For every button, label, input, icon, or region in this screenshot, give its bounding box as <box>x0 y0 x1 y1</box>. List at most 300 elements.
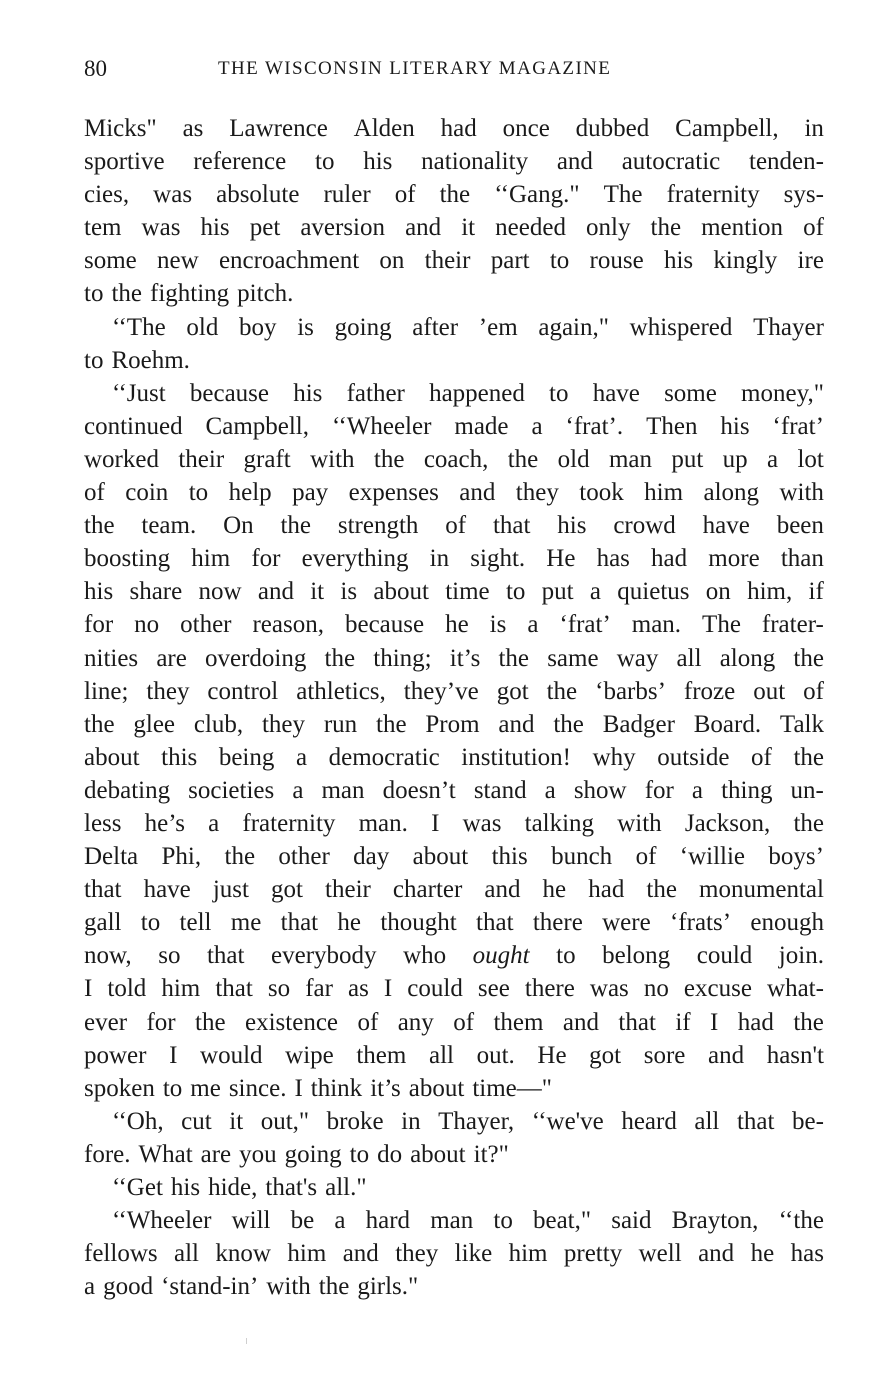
word: of <box>445 512 467 540</box>
word: got <box>589 1041 622 1069</box>
text-line <box>84 542 824 575</box>
word: going <box>334 313 392 341</box>
word: ever <box>84 1008 128 1036</box>
word: the <box>793 1008 824 1036</box>
word: they’ve <box>403 677 479 705</box>
word: a <box>589 578 602 606</box>
word: sight. <box>470 545 526 573</box>
word: about <box>412 843 469 871</box>
word: Board. <box>693 710 762 738</box>
word: for <box>251 545 281 573</box>
word: had <box>440 115 477 142</box>
word: the <box>224 843 256 871</box>
word: overdoing <box>205 644 307 672</box>
word: heard <box>621 1107 677 1135</box>
text-line <box>84 1204 824 1237</box>
text-line <box>84 311 824 344</box>
word: I <box>383 975 393 1003</box>
word: be- <box>791 1107 824 1135</box>
word: the <box>373 445 405 473</box>
word: hard <box>365 1207 411 1235</box>
word: charter <box>392 876 463 904</box>
text-line <box>84 840 824 873</box>
word: all <box>694 1107 720 1135</box>
word: pitch. <box>237 280 294 308</box>
word: thing <box>721 776 773 804</box>
word: monumental <box>699 876 824 904</box>
word: help <box>228 479 272 507</box>
word: they <box>261 710 306 738</box>
word: pay <box>292 479 329 507</box>
text-line <box>84 675 824 708</box>
word: with <box>266 1273 311 1301</box>
word: the <box>195 1008 226 1036</box>
word: man <box>321 776 365 804</box>
word: do <box>377 1140 403 1168</box>
word: could <box>407 975 463 1003</box>
word: fraternity <box>666 181 760 209</box>
word: the <box>553 710 584 738</box>
word: after <box>412 313 459 341</box>
word: Lawrence <box>229 115 328 142</box>
text-line <box>84 211 824 244</box>
word: on <box>705 578 731 606</box>
word: along <box>703 479 760 507</box>
word: no <box>134 611 160 639</box>
word: coin <box>125 479 169 507</box>
word: the <box>507 445 539 473</box>
word: boy <box>239 313 277 341</box>
word: and <box>556 148 593 176</box>
word: frater- <box>761 611 824 639</box>
word: coach, <box>423 445 489 473</box>
word: the <box>646 876 677 904</box>
word: crowd <box>613 512 676 540</box>
word: it’s <box>449 644 481 672</box>
word: been <box>776 512 824 540</box>
word: told <box>107 975 147 1003</box>
word: to <box>162 1074 183 1102</box>
text-line <box>84 1171 824 1204</box>
word: has <box>790 1240 824 1268</box>
word: why <box>592 743 636 771</box>
word: share <box>129 578 183 606</box>
word: as <box>182 115 204 142</box>
word: ‘‘Wheeler <box>112 1207 212 1235</box>
word: everybody <box>271 942 377 970</box>
word: thought <box>380 909 457 937</box>
word: pet <box>249 214 281 242</box>
word: outside <box>657 743 730 771</box>
word: the <box>84 710 115 738</box>
word: ire <box>797 247 824 275</box>
word: ‘frat’ <box>772 412 824 440</box>
word: have <box>702 512 750 540</box>
word: far <box>305 975 333 1003</box>
word: absolute <box>216 181 300 209</box>
word: is <box>340 578 358 606</box>
word: societies <box>188 776 275 804</box>
word: to <box>493 1207 513 1235</box>
word: power <box>84 1041 147 1069</box>
word: dubbed <box>575 115 650 142</box>
word: a <box>334 1207 346 1235</box>
word: had <box>651 545 688 573</box>
word: ‘willie <box>679 843 746 871</box>
word: of <box>635 843 657 871</box>
word: is <box>489 611 507 639</box>
word: it <box>229 1107 244 1135</box>
word: him <box>191 545 231 573</box>
word: Campbell, <box>675 115 779 142</box>
text-line <box>84 1072 824 1105</box>
word: fellows <box>84 1240 158 1268</box>
word: their <box>325 876 371 904</box>
word: he <box>750 1240 775 1268</box>
word: same <box>547 644 599 672</box>
word: he <box>337 909 362 937</box>
word: ruler <box>323 181 371 209</box>
word: put <box>671 445 704 473</box>
word: to <box>549 247 570 275</box>
word: father <box>346 379 405 407</box>
word: his <box>557 512 587 540</box>
text-line <box>84 277 824 310</box>
word: a <box>208 809 220 837</box>
word: tenden- <box>749 148 824 176</box>
word: Alden <box>353 115 415 142</box>
word: has <box>596 545 630 573</box>
word: this <box>161 743 198 771</box>
word: ‘‘Gang." <box>494 181 580 209</box>
word: only <box>586 214 631 242</box>
text-line <box>84 972 824 1005</box>
word: made <box>454 412 509 440</box>
word: The <box>702 611 741 639</box>
word: to <box>505 578 526 606</box>
word: you <box>239 1140 277 1168</box>
word: and <box>405 214 442 242</box>
word: sys- <box>783 181 824 209</box>
word: of <box>394 181 416 209</box>
text-line <box>84 642 824 675</box>
word: to <box>349 1140 370 1168</box>
emphasized-word: ought <box>472 942 530 970</box>
word: me <box>190 1074 221 1102</box>
word: What <box>138 1140 193 1168</box>
word: to <box>84 280 104 308</box>
word: now, <box>84 942 132 970</box>
word: of <box>453 1008 475 1036</box>
word: all <box>174 1240 200 1268</box>
word: so <box>267 975 291 1003</box>
word: ‘‘Get <box>112 1174 163 1201</box>
text-line <box>84 344 824 377</box>
word: it’s <box>370 1074 401 1102</box>
word: so <box>158 942 181 970</box>
word: I <box>294 1074 303 1102</box>
word: existence <box>245 1008 339 1036</box>
word: for <box>644 776 674 804</box>
word: quietus <box>617 578 690 606</box>
word: now <box>198 578 242 606</box>
word: strength <box>337 512 419 540</box>
word: democratic <box>328 743 440 771</box>
word: ‘frat’ <box>559 611 611 639</box>
word: that <box>84 876 122 904</box>
word: girls." <box>357 1273 419 1301</box>
word: the <box>650 214 682 242</box>
word: and <box>707 1041 745 1069</box>
word: are <box>156 644 187 672</box>
word: boosting <box>84 545 171 573</box>
word: him, <box>747 578 793 606</box>
word: about <box>84 743 140 771</box>
word: ‘‘the <box>778 1207 824 1235</box>
word: their <box>178 445 225 473</box>
word: all <box>676 644 702 672</box>
word: had <box>588 876 625 904</box>
word: man <box>430 1207 474 1235</box>
word: day <box>353 843 390 871</box>
word: once <box>502 115 550 142</box>
word: talking <box>524 809 595 837</box>
text-line <box>84 178 824 211</box>
word: any <box>397 1008 434 1036</box>
word: is <box>297 313 314 341</box>
word: on <box>379 247 405 275</box>
word: The <box>603 181 643 209</box>
word: reference <box>193 148 287 176</box>
word: about <box>410 1140 466 1168</box>
word: nationality <box>421 148 529 176</box>
word: in <box>429 545 450 573</box>
word: team. <box>141 512 197 540</box>
word: the <box>546 677 578 705</box>
word: debating <box>84 776 171 804</box>
word: of <box>803 214 824 242</box>
text-line <box>84 608 824 641</box>
word: in <box>401 1107 421 1135</box>
word: have <box>592 379 640 407</box>
word: out," <box>260 1107 310 1135</box>
word: ‘‘The <box>112 313 166 341</box>
word: whispered <box>629 313 733 341</box>
word: old <box>557 445 590 473</box>
text-line <box>84 410 824 443</box>
word: a <box>295 743 308 771</box>
text-line <box>84 906 824 939</box>
word: Then <box>646 412 698 440</box>
word: was <box>462 809 502 837</box>
word: ‘stand-in’ <box>161 1273 259 1301</box>
word: ‘‘we've <box>531 1107 604 1135</box>
story-text <box>84 112 824 1303</box>
word: with <box>617 809 662 837</box>
word: Thayer <box>753 313 824 341</box>
word: again," <box>538 313 609 341</box>
word: Thayer, <box>438 1107 515 1135</box>
word: the <box>111 280 142 308</box>
word: me <box>230 909 262 937</box>
word: the <box>324 644 356 672</box>
word: a <box>691 776 704 804</box>
word: control <box>207 677 279 705</box>
word: see <box>477 975 510 1003</box>
word: a <box>767 445 779 473</box>
word: his <box>84 578 114 606</box>
word: expenses <box>348 479 439 507</box>
word: I <box>710 1008 719 1036</box>
word: man. <box>631 611 682 639</box>
word: of <box>803 677 824 705</box>
word: it <box>461 214 476 242</box>
word: his <box>363 148 393 176</box>
word: broke <box>326 1107 384 1135</box>
word: Badger <box>602 710 675 738</box>
word: Campbell, <box>205 412 310 440</box>
word: no <box>643 975 669 1003</box>
word: know <box>215 1240 271 1268</box>
word: hasn't <box>766 1041 824 1069</box>
text-line <box>84 377 824 410</box>
word: a <box>527 611 539 639</box>
text-line <box>84 575 824 608</box>
word: ’em <box>478 313 518 341</box>
word: than <box>780 545 824 573</box>
word: I <box>84 975 93 1003</box>
word: they <box>395 1240 439 1268</box>
word: and <box>257 578 294 606</box>
word: mention <box>701 214 784 242</box>
word: that <box>618 1008 656 1036</box>
word: his <box>720 412 750 440</box>
word: glee <box>133 710 176 738</box>
text-line <box>84 1270 824 1303</box>
word: doesn’t <box>382 776 456 804</box>
word: the <box>498 644 530 672</box>
word: sore <box>643 1041 686 1069</box>
word: club, <box>193 710 244 738</box>
word: him <box>287 1240 327 1268</box>
word: since. <box>228 1074 287 1102</box>
word: there <box>524 975 575 1003</box>
word: about <box>408 1074 465 1102</box>
word: the <box>376 710 407 738</box>
word: of <box>357 1008 379 1036</box>
page-number: 80 <box>84 56 107 81</box>
word: the <box>793 743 824 771</box>
word: ‘‘Oh, <box>112 1107 164 1135</box>
word: sportive <box>84 148 165 176</box>
text-line <box>84 145 824 178</box>
word: that <box>736 1107 775 1135</box>
text-line <box>84 476 824 509</box>
word: gall <box>84 909 122 937</box>
word: to <box>188 479 209 507</box>
word: will <box>231 1207 271 1235</box>
word: a <box>84 1273 96 1301</box>
word: them <box>493 1008 544 1036</box>
magazine-title: THE WISCONSIN LITERARY MAGAZINE <box>218 58 612 79</box>
text-line <box>84 1105 824 1138</box>
word: bunch <box>551 843 613 871</box>
word: Prom <box>425 710 480 738</box>
word: have <box>143 876 191 904</box>
word: and <box>698 1240 735 1268</box>
word: because <box>344 611 425 639</box>
word: Phi, <box>161 843 202 871</box>
word: ‘‘Just <box>112 379 166 407</box>
word: institution! <box>461 743 572 771</box>
word: in <box>804 115 824 142</box>
word: reason, <box>252 611 324 639</box>
word: ‘‘Wheeler <box>331 412 432 440</box>
word: them <box>356 1041 407 1069</box>
word: show <box>573 776 627 804</box>
word: there <box>532 909 583 937</box>
word: join. <box>778 942 824 970</box>
word: he <box>445 611 469 639</box>
word: Roehm. <box>111 346 190 374</box>
text-line <box>84 443 824 476</box>
word: fraternity <box>242 809 336 837</box>
word: that <box>476 909 514 937</box>
word: On <box>223 512 254 540</box>
word: froze <box>683 677 736 705</box>
word: him <box>508 1240 548 1268</box>
word: new <box>157 247 199 275</box>
paper-speck <box>246 1338 247 1344</box>
word: and <box>484 876 521 904</box>
word: the <box>280 512 312 540</box>
word: un- <box>790 776 824 804</box>
word: his <box>663 247 694 275</box>
word: like <box>454 1240 493 1268</box>
word: pretty <box>563 1240 623 1268</box>
word: the <box>84 512 115 540</box>
word: hide, <box>208 1174 258 1201</box>
word: had <box>737 1008 774 1036</box>
word: encroachment <box>218 247 360 275</box>
word: rouse <box>589 247 644 275</box>
text-line <box>84 939 824 972</box>
word: run <box>323 710 358 738</box>
text-line <box>84 708 824 741</box>
word: He <box>537 1041 567 1069</box>
word: autocratic <box>621 148 721 176</box>
word: the <box>793 809 824 837</box>
word: continued <box>84 412 183 440</box>
word: a <box>292 776 304 804</box>
word: of <box>751 743 772 771</box>
word: put <box>541 578 574 606</box>
word: with <box>310 445 355 473</box>
word: everything <box>301 545 409 573</box>
word: this <box>491 843 528 871</box>
word: to <box>315 148 335 176</box>
word: out <box>753 677 786 705</box>
word: I <box>431 809 440 837</box>
word: with <box>779 479 824 507</box>
word: to <box>84 346 104 374</box>
word: his <box>200 214 230 242</box>
word: happened <box>429 379 525 407</box>
word: spoken <box>84 1074 155 1102</box>
word: boys’ <box>768 843 824 871</box>
word: more <box>708 545 760 573</box>
word: less <box>84 809 122 837</box>
